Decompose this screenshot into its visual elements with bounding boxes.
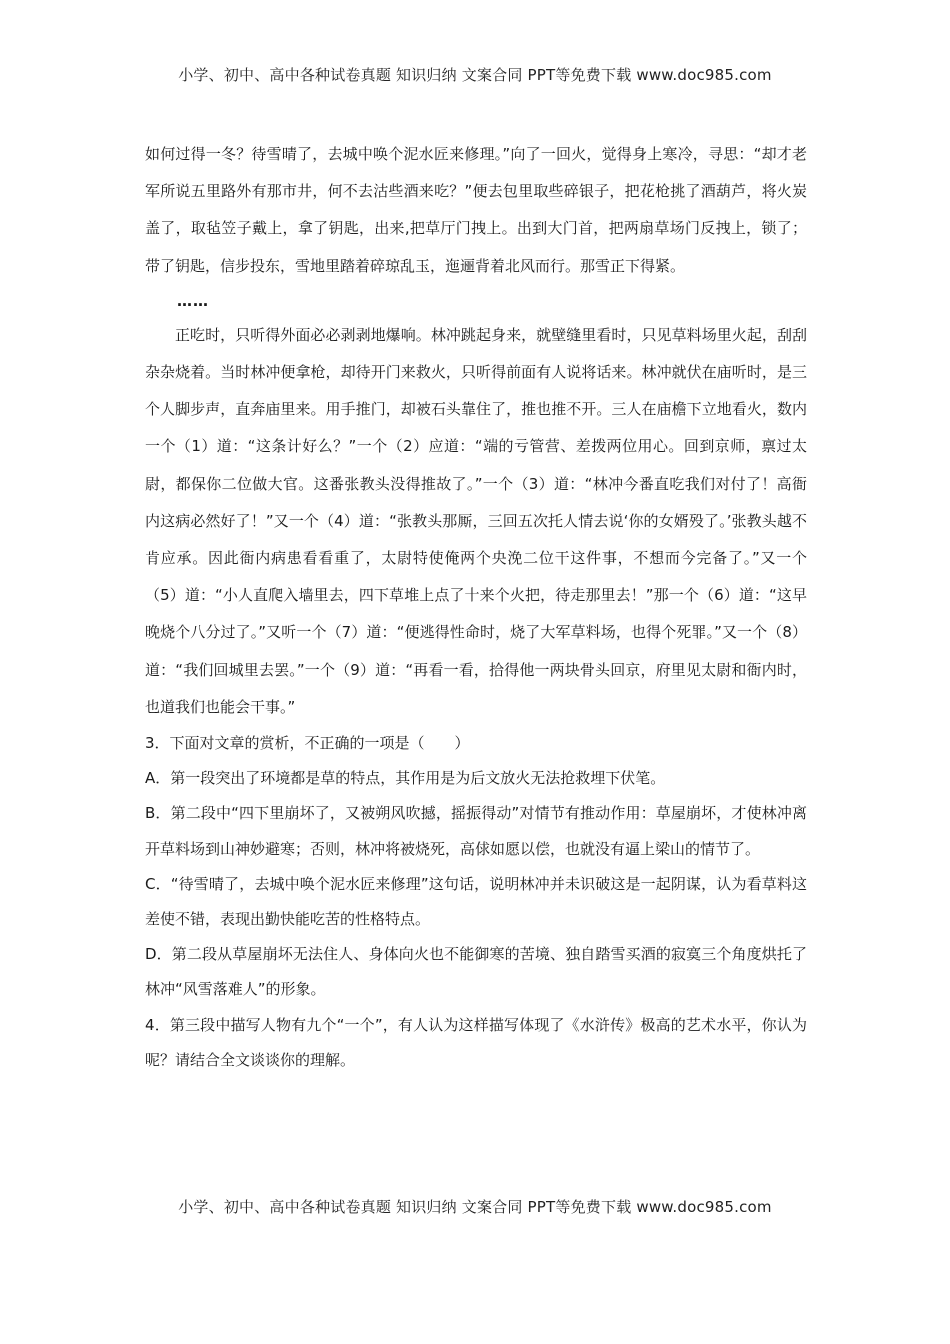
question-3-stem: 3．下面对文章的赏析，不正确的一项是（ ）	[145, 734, 470, 753]
question-3-option-a: A．第一段突出了环境都是草的特点，其作用是为后文放火无法抢救埋下伏笔。	[145, 769, 666, 788]
passage-paragraph-1: 如何过得一冬？待雪晴了，去城中唤个泥水匠来修理。”向了一回火，觉得身上寒冷，寻思：“却才老军所说五里路外有那市井，何不去沽些酒来吃？”便去包里取些碎银子，把花枪挑了酒葫芦，将火炭盖了，取毡笠子戴上，拿了钥匙，出来,把草厅门拽上。出到大门首，把两扇草场门反拽上，锁了；带了钥匙，信步投东，雪地里踏着碎琼乱玉，迤逦背着北风而行。那雪正下得紧。	[145, 145, 807, 275]
site-header: 小学、初中、高中各种试卷真题 知识归纳 文案合同 PPT等免费下载 www.doc985.com	[178, 66, 772, 84]
document-content	[145, 136, 807, 1078]
question-3-option-d: D．第二段从草屋崩坏无法住人、身体向火也不能御寒的苦境、独自踏雪买酒的寂寞三个角度烘托了林冲“风雪落难人”的形象。	[145, 945, 807, 999]
question-3-option-c: C．“待雪晴了，去城中唤个泥水匠来修理”这句话，说明林冲并未识破这是一起阴谋，认为看草料这差使不错，表现出勤快能吃苦的性格特点。	[145, 874, 807, 929]
question-3-option-b: B．第二段中“四下里崩坏了，又被朔风吹撼，摇振得动”对情节有推动作用：草屋崩坏，才使林冲离开草料场到山神妙避寒；否则，林冲将被烧死，高俅如愿以偿，也就没有逼上梁山的情节了。	[145, 804, 807, 858]
passage-paragraph-2: 正吃时，只听得外面必必剥剥地爆响。林冲跳起身来，就壁缝里看时，只见草料场里火起，刮刮杂杂烧着。当时林冲便拿枪，却待开门来救火，只听得前面有人说将话来。林冲就伏在庙听时，是三个人脚步声，直奔庙里来。用手推门，却被石头靠住了，推也推不开。三人在庙檐下立地看火，数内一个（1）道：“这条计好么？”一个（2）应道：“端的亏管营、差拨两位用心。回到京师，禀过太尉，都保你二位做大官。这番张教头没得推故了。”一个（3）道：“林冲今番直吃我们对付了！高衙内这病必然好了！”又一个（4）道：“张教头那厮，三回五次托人情去说‘你的女婿殁了。’张教头越不肯应承。因此衙内病患看看重了，太尉特使俺两个央浼二位干这件事，不想而今完备了。”又一个（5）道：“小人直爬入墙里去，四下草堆上点了十来个火把，待走那里去！”那一个（6）道：“这早晚烧个八分过了。”又听一个（7）道：“便逃得性命时，烧了大军草料场，也得个死罪。”又一个（8）道：“我们回城里去罢。”一个（9）道：“再看一看，拾得他一两块骨头回京，府里见太尉和衙内时，也道我们也能会干事。”	[145, 325, 807, 716]
passage-ellipsis: ……	[177, 291, 209, 310]
site-footer: 小学、初中、高中各种试卷真题 知识归纳 文案合同 PPT等免费下载 www.doc985.com	[178, 1198, 772, 1216]
question-4-stem: 4．第三段中描写人物有九个“一个”，有人认为这样描写体现了《水浒传》极高的艺术水平，你认为呢？请结合全文谈谈你的理解。	[145, 1015, 807, 1069]
